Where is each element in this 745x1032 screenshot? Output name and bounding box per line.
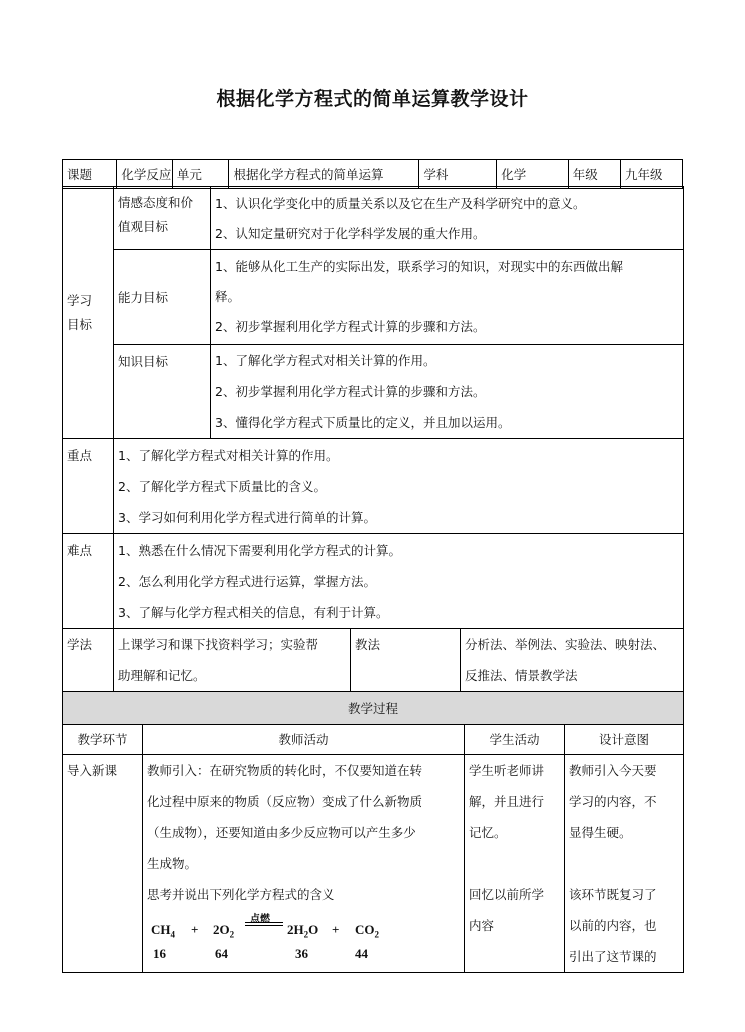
list-item: 3、了解与化学方程式相关的信息，有利于计算。 (118, 605, 389, 620)
page-title: 根据化学方程式的简单运算教学设计 (216, 88, 529, 110)
list-item: 3、学习如何利用化学方程式进行简单的计算。 (118, 510, 376, 525)
teach-method-value: 分析法、举例法、实验法、映射法、 反推法、情景教学法 (461, 629, 684, 692)
teach-method-label: 教法 (351, 629, 461, 692)
column-header: 学生活动 (465, 725, 565, 755)
reaction-arrow-line (245, 925, 283, 926)
mass-value: 36 (295, 946, 308, 961)
mass-value: 44 (355, 946, 368, 961)
goals-label: 学习 目标 (63, 187, 114, 439)
knowledge-goal-items (211, 345, 684, 439)
unit-value: 根据化学方程式的简单运算 (229, 160, 419, 189)
subject-value: 化学 (497, 160, 568, 189)
unit-label: 单元 (172, 160, 229, 189)
list-item: 3、懂得化学方程式下质量比的定义，并且加以运用。 (215, 415, 511, 430)
mass-value: 16 (153, 946, 166, 961)
process-heading: 教学过程 (63, 692, 684, 725)
reaction-condition: 点燃 (250, 914, 270, 925)
key-points-label: 重点 (63, 439, 114, 534)
list-item: 1、了解化学方程式对相关计算的作用。 (118, 448, 339, 463)
grade-value: 九年级 (621, 160, 683, 189)
column-header: 教学环节 (63, 725, 143, 755)
knowledge-goal-label: 知识目标 (114, 345, 211, 439)
design-intent-cell: 教师引入今天要 学习的内容，不 显得生硬。 该环节既复习了 以前的内容，也 引出了这节课的 (565, 755, 684, 973)
ability-goal-label: 能力目标 (114, 250, 211, 345)
list-item: 释。 (215, 289, 241, 304)
topic-value: 化学反应 (117, 160, 172, 189)
difficulties-items (114, 534, 684, 629)
chemical-equation: $CH_4$ + $2O_2$ 点燃 $2H_2O$ + $CO_2$ 16 64 36 44 (147, 910, 460, 956)
study-method-value: 上课学习和课下找资料学习；实验帮 助理解和记忆。 (114, 629, 351, 692)
key-points-items (114, 439, 684, 534)
list-item: 1、能够从化工生产的实际出发，联系学习的知识，对现实中的东西做出解 (215, 259, 623, 274)
emotion-goal-label: 情感态度和价 值观目标 (114, 187, 211, 250)
grade-label: 年级 (568, 160, 620, 189)
emotion-goal-items (211, 187, 684, 250)
list-item: 2、初步掌握利用化学方程式计算的步骤和方法。 (215, 384, 486, 399)
study-method-label: 学法 (63, 629, 114, 692)
list-item: 1、了解化学方程式对相关计算的作用。 (215, 353, 436, 368)
difficulties-label: 难点 (63, 534, 114, 629)
student-activity-cell: 学生听老师讲 解，并且进行 记忆。 回忆以前所学 内容 (465, 755, 565, 973)
list-item: 1、认识化学变化中的质量关系以及它在生产及科学研究中的意义。 (215, 196, 586, 211)
lesson-header-table (62, 159, 683, 189)
list-item: 1、熟悉在什么情况下需要利用化学方程式的计算。 (118, 543, 401, 558)
stage-cell: 导入新课 (63, 755, 143, 973)
list-item: 2、初步掌握利用化学方程式计算的步骤和方法。 (215, 319, 486, 334)
list-item: 2、认知定量研究对于化学科学发展的重大作用。 (215, 226, 486, 241)
reaction-arrow-line (245, 922, 283, 923)
list-item: 2、了解化学方程式下质量比的含义。 (118, 479, 326, 494)
column-header: 教师活动 (143, 725, 465, 755)
subject-label: 学科 (419, 160, 497, 189)
list-item: 2、怎么利用化学方程式进行运算，掌握方法。 (118, 574, 376, 589)
ability-goal-items (211, 250, 684, 345)
process-table (62, 691, 684, 973)
mass-value: 64 (215, 946, 228, 961)
goals-table (62, 186, 684, 692)
column-header: 设计意图 (565, 725, 684, 755)
topic-label: 课题 (63, 160, 117, 189)
teacher-activity-cell: 教师引入：在研究物质的转化时，不仅要知道在转 化过程中原来的物质（反应物）变成了什么新物质 （生成物），还要知道由多少反应物可以产生多少 生成物。 思考并说出下列化学方程式的含义 $CH_4$ + $2O_2$ 点燃 $2H_2O$ + $CO_2$ 16 64 36 44 (143, 755, 465, 973)
